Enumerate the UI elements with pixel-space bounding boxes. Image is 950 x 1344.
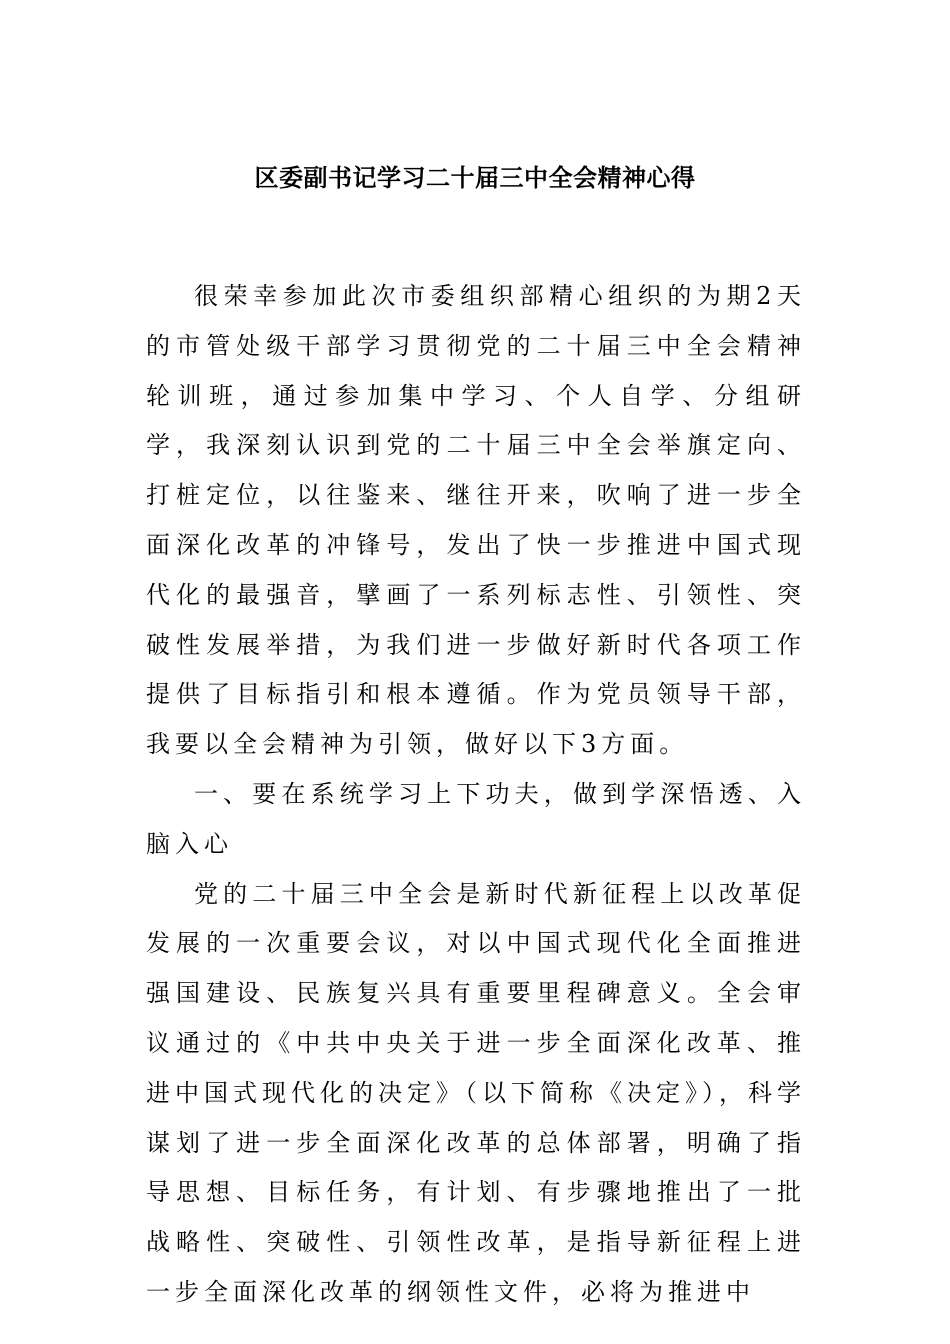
document-body (146, 272, 806, 1318)
paragraph-section-1: 党的二十届三中全会是新时代新征程上以改革促发展的一次重要会议，对以中国式现代化全面推进强国建设、民族复兴具有重要里程碑意义。全会审议通过的《中共中央关于进一步全面深化改革、推进中国式现代化的决定》（以下简称《决定》），科学谋划了进一步全面深化改革的总体部署，明确了指导思想、目标任务，有计划、有步骤地推出了一批战略性、突破性、引领性改革，是指导新征程上进一步全面深化改革的纲领性文件，必将为推进中 (146, 879, 806, 1306)
document-title: 区委副书记学习二十届三中全会精神心得 (254, 164, 696, 192)
paragraph-intro: 很荣幸参加此次市委组织部精心组织的为期2天的市管处级干部学习贯彻党的二十届三中全会精神轮训班，通过参加集中学习、个人自学、分组研学，我深刻认识到党的二十届三中全会举旗定向、打桩定位，以往鉴来、继往开来，吹响了进一步全面深化改革的冲锋号，发出了快一步推进中国式现代化的最强音，擘画了一系列标志性、引领性、突破性发展举措，为我们进一步做好新时代各项工作提供了目标指引和根本遵循。作为党员领导干部，我要以全会精神为引领，做好以下3方面。 (146, 282, 806, 759)
section-heading-1: 一、要在系统学习上下功夫，做到学深悟透、入脑入心 (146, 779, 806, 858)
